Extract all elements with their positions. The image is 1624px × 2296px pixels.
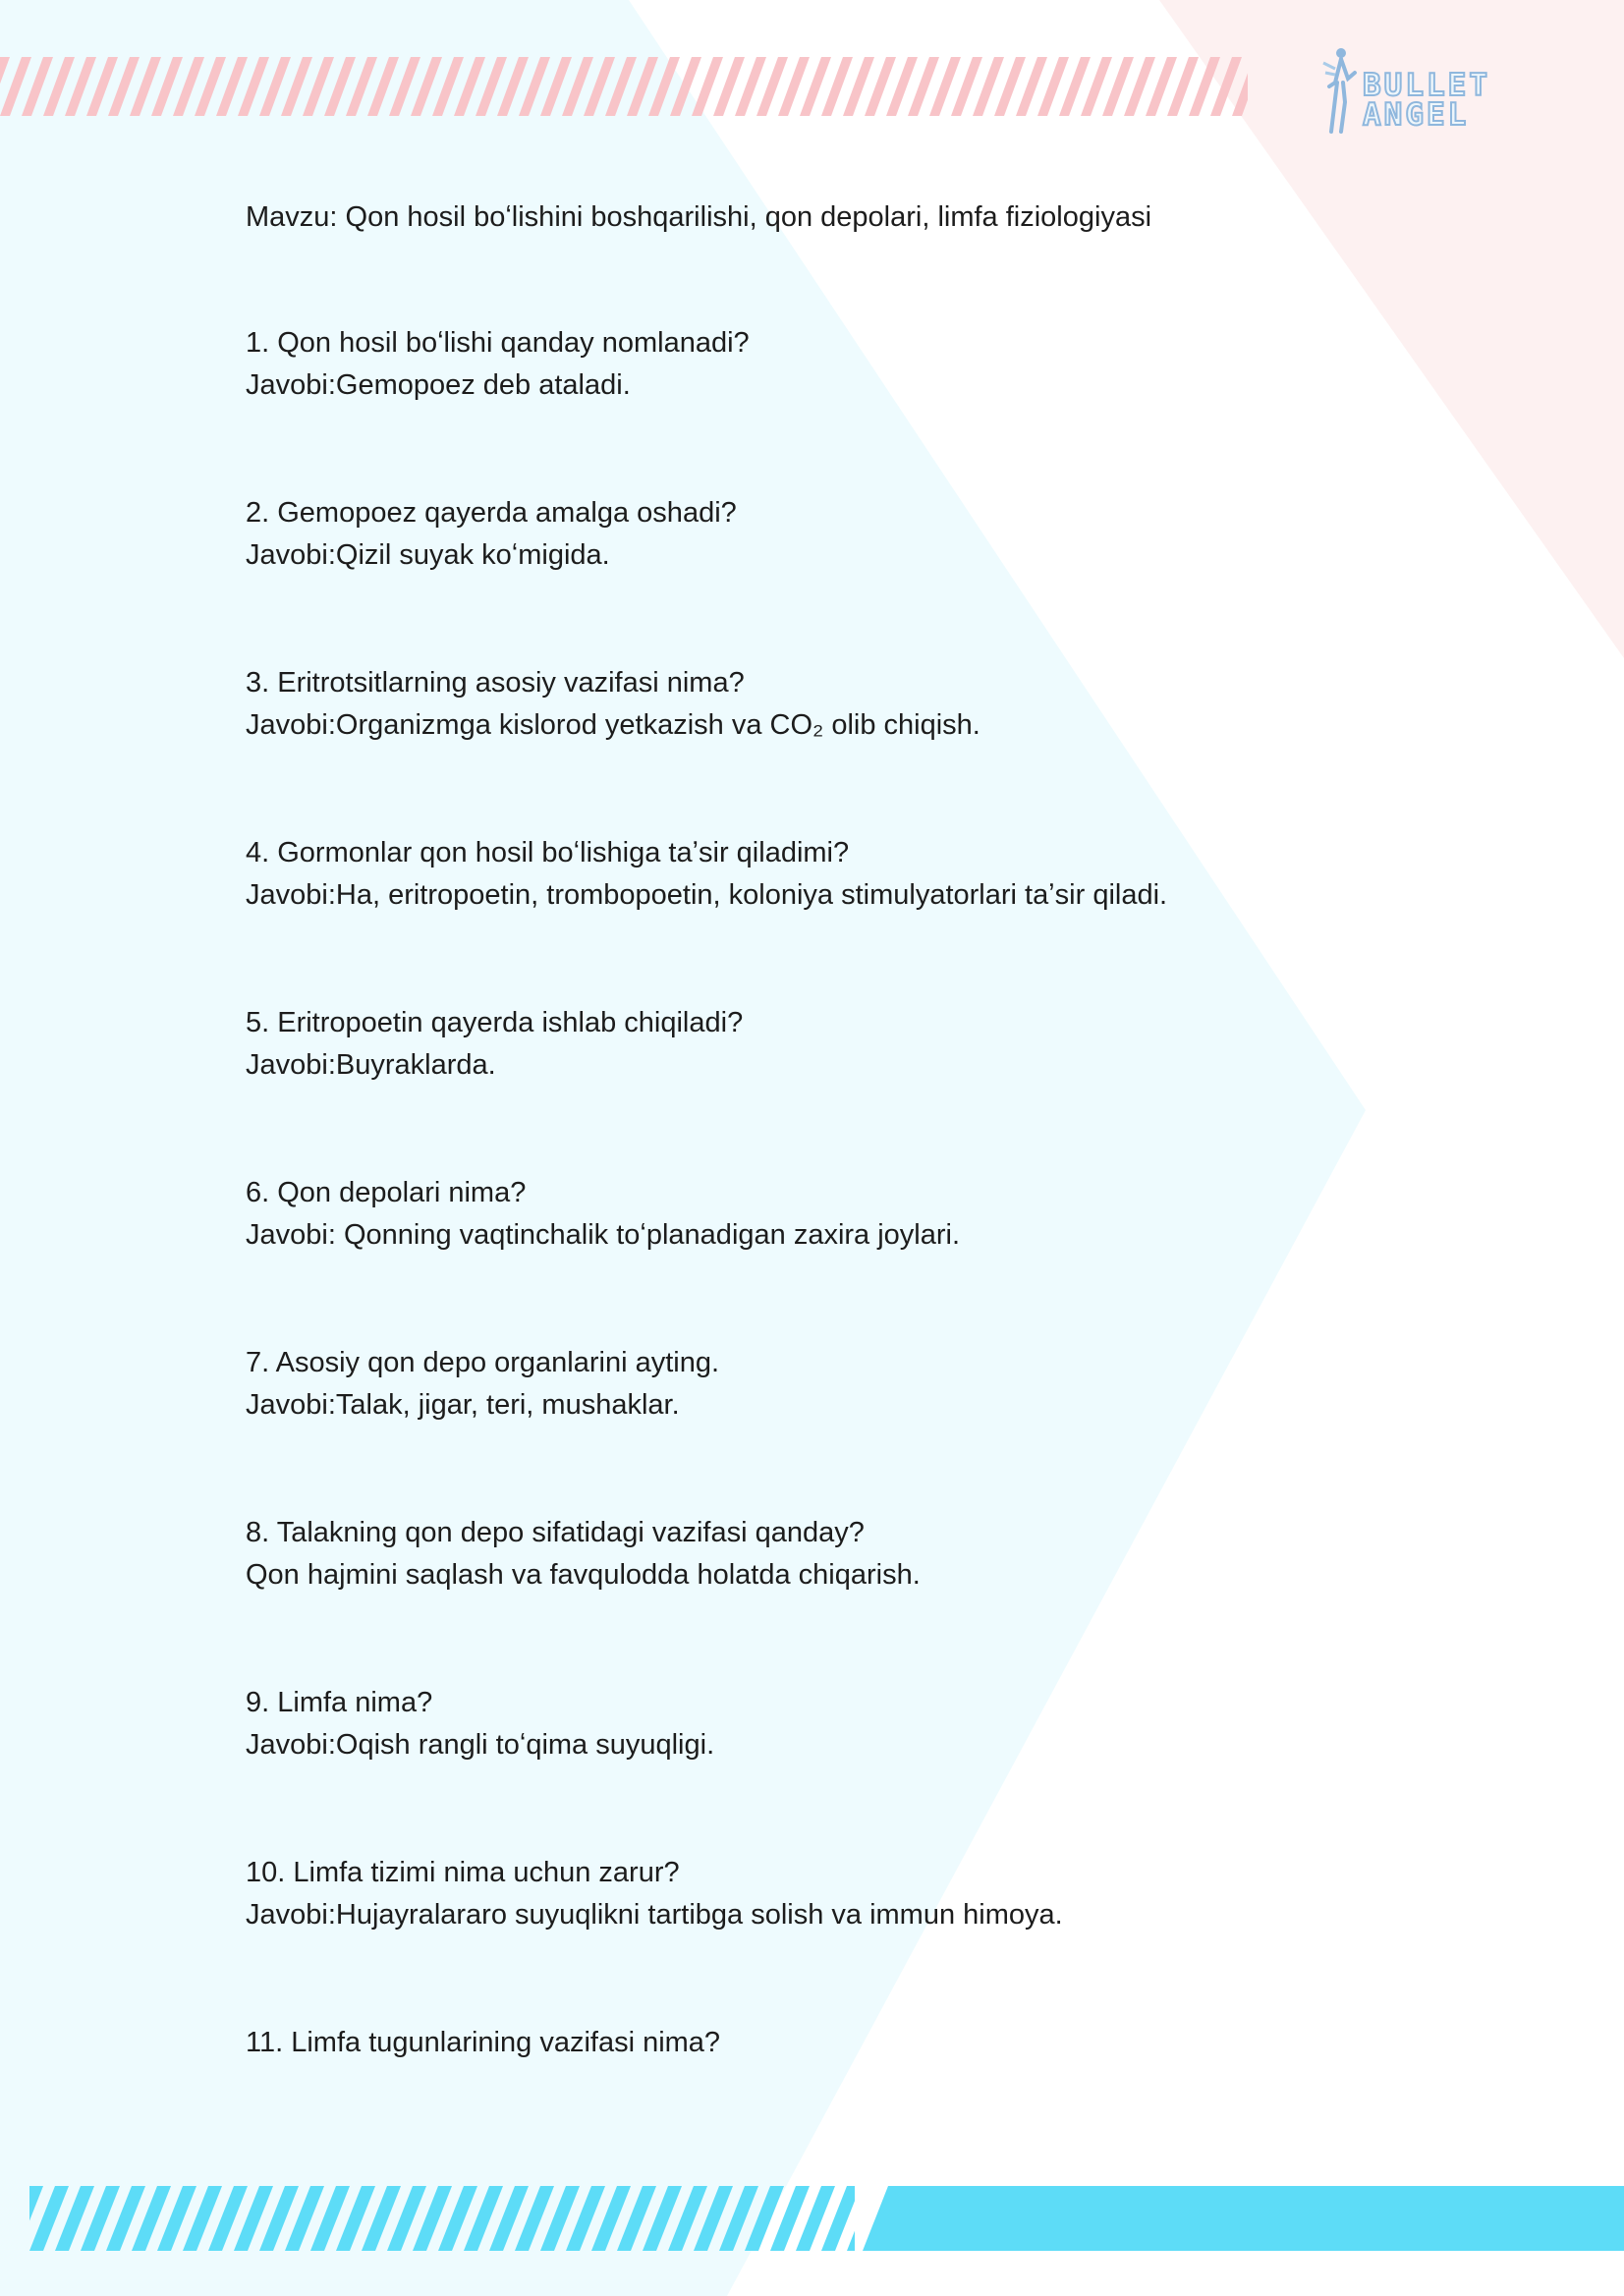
answer-text: Javobi:Gemopoez deb ataladi. — [246, 369, 631, 401]
qa-item — [246, 1002, 1375, 1087]
top-stripe-band — [0, 57, 1248, 116]
qa-item — [246, 1342, 1375, 1427]
qa-item — [246, 832, 1375, 917]
question-text: 9. Limfa nima? — [246, 1687, 433, 1718]
brand-logo — [1321, 43, 1547, 138]
question-text: 10. Limfa tizimi nima uchun zarur? — [246, 1857, 680, 1888]
question-text: 1. Qon hosil boʻlishi qanday nomlanadi? — [246, 327, 750, 359]
subject-heading: Mavzu: Qon hosil boʻlishini boshqarilishi, qon depolari, limfa fiziologiyasi — [246, 201, 1152, 233]
question-text: 7. Asosiy qon depo organlarini ayting. — [246, 1347, 720, 1378]
answer-text: Javobi: Qonning vaqtinchalik toʻplanadigan zaxira joylari. — [246, 1219, 961, 1251]
qa-item — [246, 1682, 1375, 1766]
answer-text: Javobi:Organizmga kislorod yetkazish va CO₂ olib chiqish. — [246, 709, 980, 741]
bottom-stripe-band — [29, 2186, 1624, 2251]
document-body — [246, 195, 1375, 2064]
question-text: 2. Gemopoez qayerda amalga oshadi? — [246, 497, 737, 529]
qa-item — [246, 2022, 1375, 2064]
qa-item — [246, 662, 1375, 747]
question-text: 11. Limfa tugunlarining vazifasi nima? — [246, 2027, 721, 2058]
question-text: 5. Eritropoetin qayerda ishlab chiqiladi? — [246, 1007, 744, 1038]
answer-text: Javobi:Oqish rangli toʻqima suyuqligi. — [246, 1729, 715, 1761]
answer-text: Javobi:Qizil suyak koʻmigida. — [246, 539, 610, 571]
answer-text: Javobi:Buyraklarda. — [246, 1049, 496, 1081]
question-text: 8. Talakning qon depo sifatidagi vazifasi qanday? — [246, 1517, 865, 1548]
question-text: 6. Qon depolari nima? — [246, 1177, 527, 1208]
answer-text: Qon hajmini saqlash va favqulodda holatda chiqarish. — [246, 1559, 921, 1591]
answer-text: Javobi:Hujayralararo suyuqlikni tartibga solish va immun himoya. — [246, 1899, 1063, 1931]
qa-item — [246, 1852, 1375, 1936]
question-text: 3. Eritrotsitlarning asosiy vazifasi nima? — [246, 667, 745, 699]
answer-text: Javobi:Talak, jigar, teri, mushaklar. — [246, 1389, 680, 1421]
qa-item — [246, 1512, 1375, 1596]
logo-text-line2: ANGEL — [1363, 97, 1470, 133]
qa-item — [246, 1172, 1375, 1257]
qa-item — [246, 322, 1375, 407]
question-text: 4. Gormonlar qon hosil boʻlishiga taʼsir qiladimi? — [246, 837, 850, 868]
qa-item — [246, 492, 1375, 577]
logo-text-line1: BULLET — [1363, 68, 1490, 103]
answer-text: Javobi:Ha, eritropoetin, trombopoetin, koloniya stimulyatorlari taʼsir qiladi. — [246, 879, 1168, 911]
bullet-angel-logo-icon — [1321, 43, 1361, 138]
